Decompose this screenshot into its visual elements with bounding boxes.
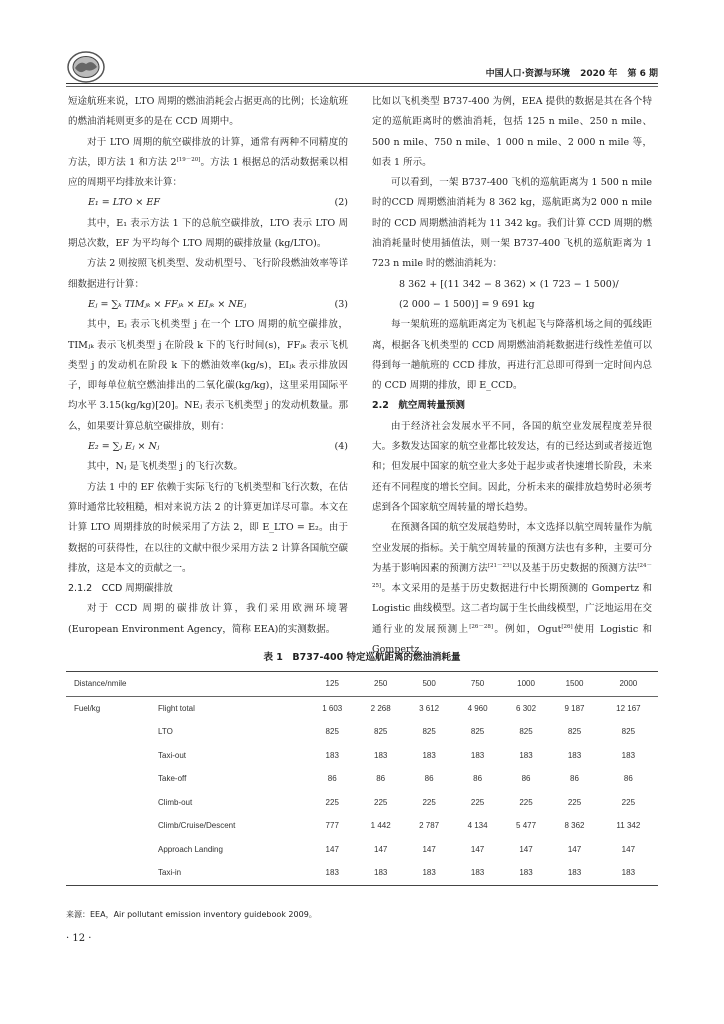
paragraph: 在预测各国的航空发展趋势时，本文选择以航空周转量作为航空业发展的指标。关于航空周转量的预测方法也有多种，主要可分为基于影响因素的预测方法[21－23]以及基于历史数据的预测方法[24－25]。本文采用的是基于历史数据进行中长期预测的 Gompertz 和 Logistic 曲线模型。这二者均属于生长曲线模型，广泛地运用在交通行业的发展预测上[26－28]。例如，Ogut[26]使用 Logistic 和 Gompertz bbox=[372, 522, 652, 656]
citation: [26] bbox=[561, 623, 573, 630]
table-cell: 183 bbox=[519, 750, 533, 760]
table-source: 来源：EEA，Air pollutant emission inventory guidebook 2009。 bbox=[66, 910, 317, 919]
table-cell: 147 bbox=[422, 844, 436, 854]
table-header-cell: 1500 bbox=[565, 679, 584, 689]
paragraph: 比如以飞机类型 B737-400 为例，EEA 提供的数据是其在各个特定的巡航距离时的燃油消耗，包括 125 n mile、250 n mile、500 n mile、750 n mile、1 000 n mile、2 000 n mile 等，如表 1 所示。 bbox=[372, 96, 652, 168]
table-cell: 183 bbox=[470, 750, 485, 760]
table-cell: Climb-out bbox=[158, 797, 193, 807]
table-cell: 1 603 bbox=[322, 703, 343, 713]
table-row bbox=[66, 838, 658, 862]
table-cell: 86 bbox=[623, 774, 633, 784]
paragraph: 对于 CCD 周期的碳排放计算，我们采用欧洲环境署(European Environment Agency，简称 EEA)的实测数据。 bbox=[68, 603, 348, 635]
table-cell: Taxi-out bbox=[158, 750, 187, 760]
table-cell: 8 362 bbox=[564, 821, 585, 831]
table-row bbox=[66, 696, 658, 720]
table-cell: 825 bbox=[422, 727, 436, 737]
table-cell: 5 477 bbox=[516, 821, 537, 831]
table-cell: Take-off bbox=[158, 774, 187, 784]
table-cell: 86 bbox=[424, 774, 434, 784]
table-cell: 183 bbox=[325, 750, 339, 760]
table-header-cell: 750 bbox=[470, 679, 485, 689]
table-cell: 147 bbox=[470, 844, 485, 854]
table-header-row bbox=[66, 672, 658, 697]
table-cell: 825 bbox=[470, 727, 485, 737]
table-row bbox=[66, 791, 658, 815]
equation-4: E₂ = ∑ⱼ Eⱼ × Nⱼ (4) bbox=[88, 441, 348, 453]
table-cell: 4 960 bbox=[467, 703, 488, 713]
fuel-table bbox=[66, 671, 658, 886]
table-header-cell bbox=[158, 672, 308, 697]
table-cell: 225 bbox=[519, 797, 533, 807]
table-cell bbox=[66, 861, 158, 885]
equation-3: Eⱼ = ∑ₖ TIMⱼₖ × FFⱼₖ × EIⱼₖ × NEⱼ (3) bbox=[88, 298, 348, 310]
table-cell: 86 bbox=[327, 774, 337, 784]
table-cell: 3 612 bbox=[419, 703, 440, 713]
table-cell: 2 787 bbox=[419, 821, 440, 831]
table-cell: 147 bbox=[567, 844, 582, 854]
paragraph: 每一架航班的巡航距离定为飞机起飞与降落机场之间的弧线距离，根据各飞机类型的 CCD 周期燃油消耗数据进行线性差值可以得到每一趟航班的 CCD 排放，再进行汇总即可得到一定时间内总的 CCD 周期的排放，即 E_CCD。 bbox=[372, 319, 652, 392]
table-row bbox=[66, 720, 658, 744]
table-row bbox=[66, 861, 658, 885]
table-cell bbox=[66, 720, 158, 744]
table-row bbox=[66, 767, 658, 791]
table-cell: 183 bbox=[567, 868, 582, 878]
paragraph: 其中，Eⱼ 表示飞机类型 j 在一个 LTO 周期的航空碳排放，TIMⱼₖ 表示飞机类型 j 在阶段 k 下的飞行时间(s)，FFⱼₖ 表示飞机类型 j 的发动机在阶段 k 下的燃油效率(kg/s)，EIⱼₖ 表示排放因子，即每单位航空燃油排出的二氧化碳(kg/kg)，这里采用国际平均水平 3.15(kg/kg)[20]。NEⱼ 表示飞机类型 j 的发动机数量。那么，如果要计算总航空碳排放，则有： bbox=[68, 319, 348, 432]
table-cell: 825 bbox=[325, 727, 339, 737]
table-header-cell: 250 bbox=[374, 679, 388, 689]
table-cell: 4 134 bbox=[467, 821, 488, 831]
table-cell: 225 bbox=[621, 797, 636, 807]
header-rule bbox=[66, 83, 658, 84]
citation: [19－20] bbox=[176, 156, 201, 163]
left-column bbox=[68, 92, 348, 640]
table-cell: 777 bbox=[325, 821, 339, 831]
citation: [26－28] bbox=[469, 623, 494, 630]
paragraph: 其中，E₁ 表示方法 1 下的总航空碳排放，LTO 表示 LTO 周期总次数，EF 为平均每个 LTO 周期的碳排放量 (kg/LTO)。 bbox=[68, 217, 348, 250]
table-cell: 86 bbox=[521, 774, 531, 784]
table-cell: 12 167 bbox=[616, 703, 641, 713]
table-cell bbox=[66, 767, 158, 791]
table-header-cell: 1000 bbox=[517, 679, 535, 689]
paragraph: 方法 1 中的 EF 依赖于实际飞行的飞机类型和飞行次数，在估算时通常比较粗糙，相对来说方法 2 的计算更加详尽可靠。本文在计算 LTO 周期排放的时候采用了方法 2，即 E_LTO = E₂。由于数据的可获得性，在以往的文献中很少采用方法 2 计算各国航空碳排放，这是本文的贡献之一。 bbox=[68, 481, 348, 574]
table-cell: 183 bbox=[567, 750, 582, 760]
table-cell: 86 bbox=[473, 774, 483, 784]
journal-name: 中国人口·资源与环境 bbox=[485, 69, 570, 79]
citation: [21－23] bbox=[487, 562, 512, 569]
table-cell bbox=[66, 838, 158, 862]
table-cell: 225 bbox=[567, 797, 582, 807]
table-cell: 86 bbox=[376, 774, 386, 784]
table-cell: 183 bbox=[621, 750, 636, 760]
table-cell: 825 bbox=[519, 727, 533, 737]
paragraph: 由于经济社会发展水平不同，各国的航空业发展程度差异很大。多数发达国家的航空业都比较发达，有的已经达到或者接近饱和；但发展中国家的航空业大多处于起步或者快速增长阶段，未来还有不同程度的增长空间。因此，分析未来的碳排放趋势时必须考虑到各个国家航空周转量的增长趋势。 bbox=[372, 420, 652, 513]
table-cell: 225 bbox=[325, 797, 339, 807]
table-cell: 9 187 bbox=[564, 703, 585, 713]
table-cell: 225 bbox=[470, 797, 485, 807]
paragraph: 可以看到，一架 B737-400 飞机的巡航距离为 1 500 n mile时的CCD 周期燃油消耗为 8 362 kg，巡航距离为2 000 n mile时的 CCD 周期燃油消耗为 11 342 kg。我们计算 CCD 周期的燃油消耗量时使用插值法，则一架 B737-400 飞机的巡航距离为 1 723 n mile 时的燃油消耗为： bbox=[372, 177, 652, 270]
table-cell: 183 bbox=[621, 868, 636, 878]
table-header-cell: Distance/nmile bbox=[74, 679, 127, 689]
table-cell: 183 bbox=[325, 868, 339, 878]
table-cell: 825 bbox=[374, 727, 388, 737]
table-cell: 183 bbox=[422, 868, 436, 878]
running-header bbox=[66, 66, 658, 82]
subsection-heading: 2.1.2 CCD 周期碳排放 bbox=[68, 583, 173, 595]
table-cell: 11 342 bbox=[616, 821, 641, 831]
table-cell: 225 bbox=[422, 797, 436, 807]
table-cell: LTO bbox=[158, 727, 173, 737]
table-caption: 表 1 B737-400 特定巡航距离的燃油消耗量 bbox=[263, 652, 461, 663]
table-cell: 2 268 bbox=[370, 703, 391, 713]
section-heading: 2.2 航空周转量预测 bbox=[372, 400, 465, 412]
table-cell: Flight total bbox=[158, 703, 195, 713]
table-header-cell: 500 bbox=[422, 679, 436, 689]
table-cell: Fuel/kg bbox=[74, 703, 101, 713]
table-cell: 86 bbox=[570, 774, 579, 784]
page-number: · 12 · bbox=[66, 933, 92, 944]
table-cell: 183 bbox=[374, 868, 388, 878]
table-cell: 825 bbox=[567, 727, 582, 737]
table-row bbox=[66, 744, 658, 768]
table-cell: 147 bbox=[374, 844, 388, 854]
table-header-cell: 2000 bbox=[619, 679, 638, 689]
table-cell: 6 302 bbox=[516, 703, 537, 713]
table-cell: 183 bbox=[374, 750, 388, 760]
table-cell: 183 bbox=[470, 868, 485, 878]
table-cell: 225 bbox=[374, 797, 388, 807]
equation-2: E₁ = LTO × EF (2) bbox=[88, 197, 348, 209]
table-cell: 147 bbox=[519, 844, 533, 854]
table-cell: Taxi-in bbox=[158, 868, 182, 878]
table-cell: 1 442 bbox=[370, 821, 391, 831]
table-cell bbox=[66, 791, 158, 815]
paragraph: 方法 2 则按照飞机类型、发动机型号、飞行阶段燃油效率等详细数据进行计算： bbox=[68, 258, 348, 290]
calculation-line-1: 8 362 + [(11 342 − 8 362) × (1 723 − 1 500)/ bbox=[399, 278, 619, 290]
journal-year: 2020 年 bbox=[580, 69, 618, 79]
table-header-cell: 125 bbox=[325, 679, 339, 689]
table-cell: 183 bbox=[422, 750, 436, 760]
paragraph: 其中，Nⱼ 是飞机类型 j 的飞行次数。 bbox=[87, 461, 243, 473]
calculation-line-2: (2 000 − 1 500)] = 9 691 kg bbox=[399, 298, 535, 310]
table-cell: 183 bbox=[519, 868, 533, 878]
journal-issue: 第 6 期 bbox=[627, 69, 658, 79]
table-cell bbox=[66, 744, 158, 768]
paragraph: 对于 LTO 周期的航空碳排放的计算，通常有两种不同精度的方法，即方法 1 和方法 2[19－20]。方法 1 根据总的活动数据乘以相应的周期平均排放来计算： bbox=[68, 136, 348, 189]
table-cell: 147 bbox=[621, 844, 636, 854]
right-column bbox=[372, 92, 652, 660]
table-cell bbox=[66, 814, 158, 838]
table-cell: 147 bbox=[325, 844, 339, 854]
paragraph: 短途航班来说，LTO 周期的燃油消耗会占据更高的比例；长途航班的燃油消耗则更多的是在 CCD 周期中。 bbox=[68, 96, 348, 128]
table-row bbox=[66, 814, 658, 838]
citation: [24－25] bbox=[372, 562, 652, 589]
table-cell: 825 bbox=[621, 727, 636, 737]
table-cell: Climb/Cruise/Descent bbox=[158, 821, 236, 831]
header-rule-thin bbox=[66, 86, 658, 87]
table-cell: Approach Landing bbox=[158, 844, 223, 854]
